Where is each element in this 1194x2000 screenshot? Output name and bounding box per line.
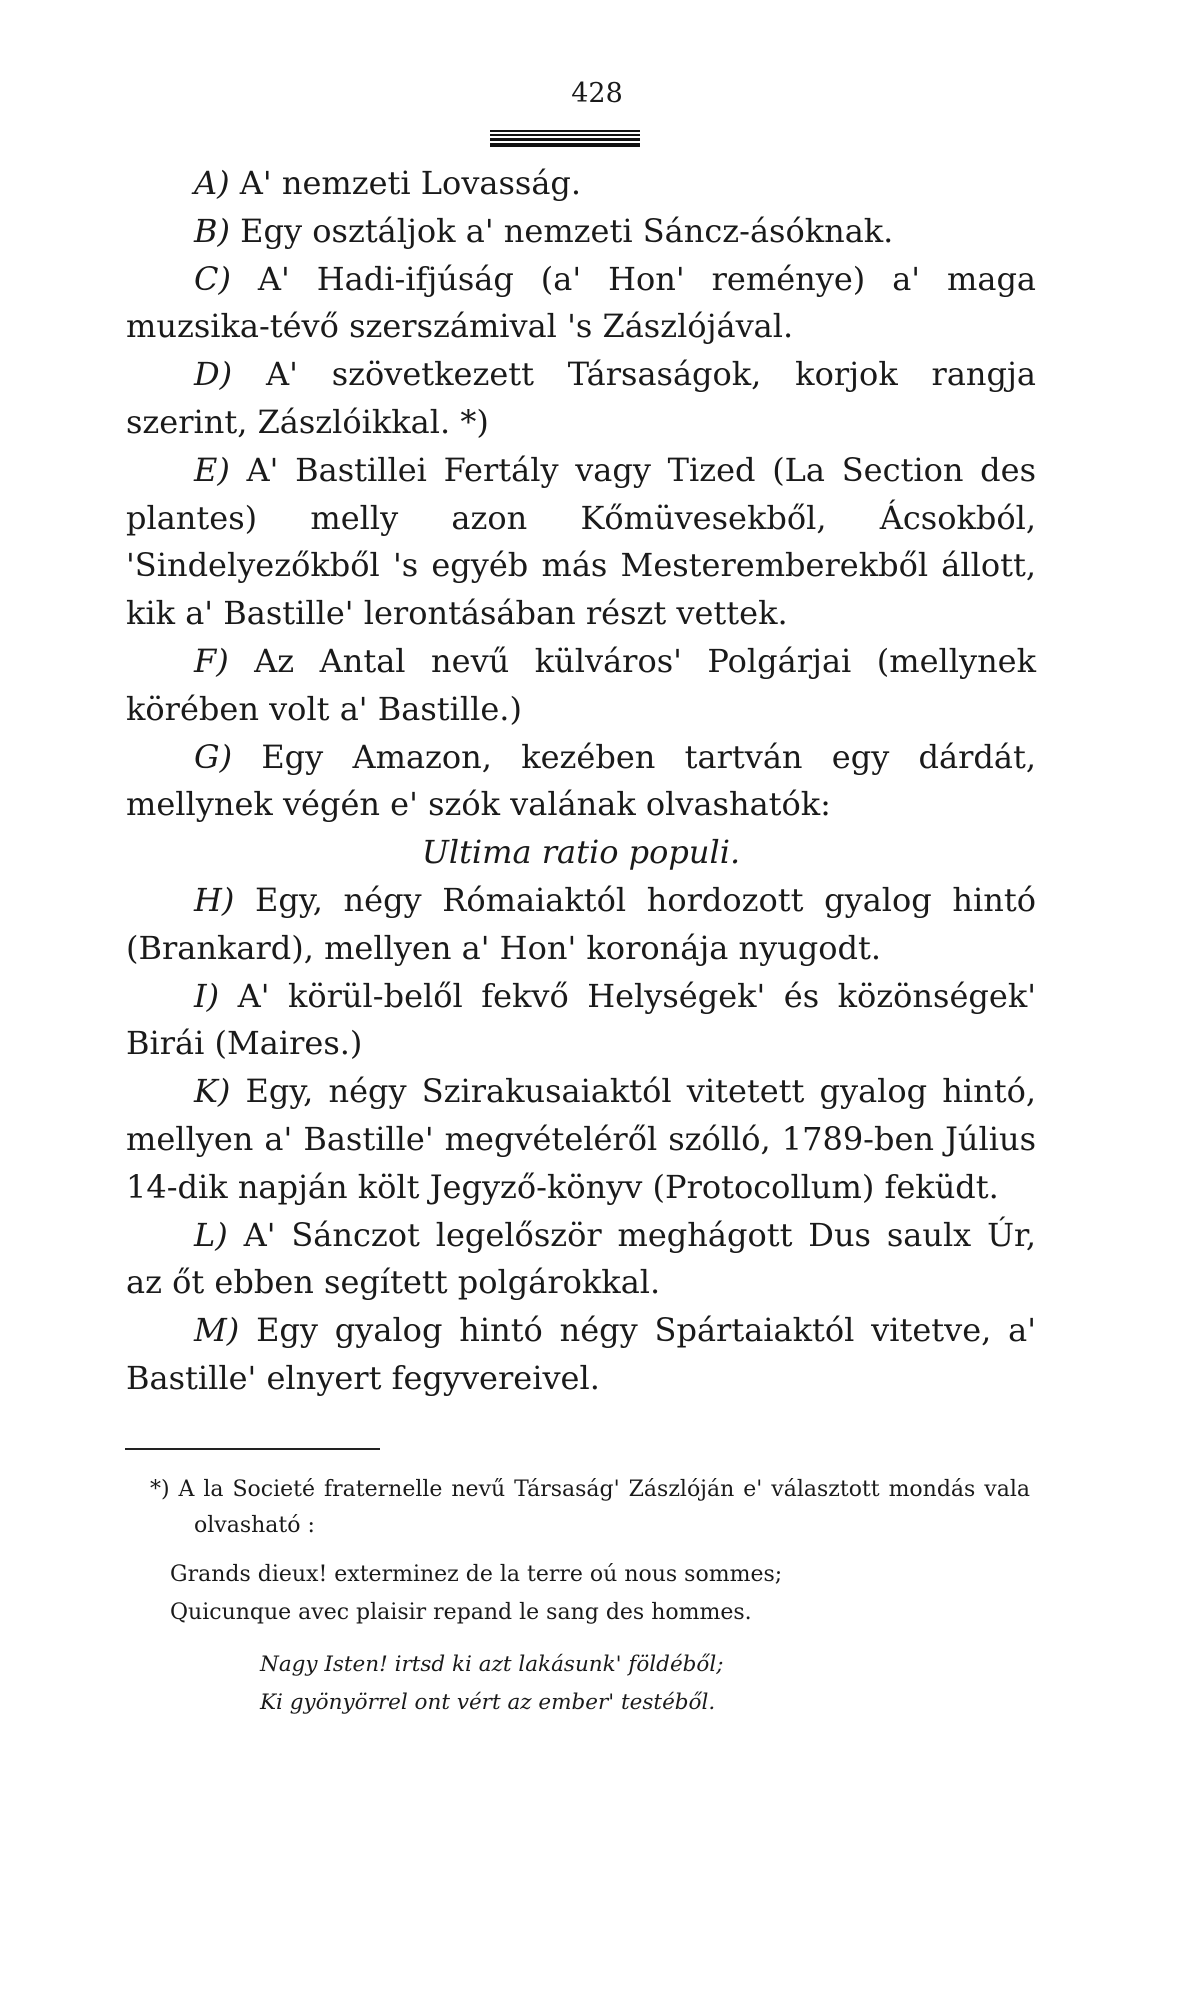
entry-a: A) A' nemzeti Lovasság. xyxy=(194,164,582,202)
entry-k: K) Egy, négy Szirakusaiaktól vitetett gyalog hintó, mellyen a' Bastille' megvételéről szólló, 1789-ben Július 14-dik napján költ Jegyző-könyv (Protocollum) feküdt. xyxy=(126,1072,1036,1206)
entry-f: F) Az Antal nevű külváros' Polgárjai (mellynek körében volt a' Bastille.) xyxy=(126,641,1036,728)
entry-i: I) A' körül-belől fekvő Helységek' és közönségek' Birái (Maires.) xyxy=(126,976,1036,1063)
footnote xyxy=(150,1472,1030,1722)
entry-c: C) A' Hadi-ifjúság (a' Hon' reménye) a' maga muzsika-tévő szerszámival 's Zászlójával. xyxy=(126,259,1036,346)
verse-hungarian xyxy=(150,1646,1030,1722)
motto: Ultima ratio populi. xyxy=(421,833,741,872)
entry-m: M) Egy gyalog hintó négy Spártaiaktól vitetve, a' Bastille' elnyert fegyvereivel. xyxy=(126,1311,1036,1397)
entry-l: L) A' Sánczot legelőször meghágott Dus saulx Úr, az őt ebben segített polgárokkal. xyxy=(126,1215,1036,1302)
footnote-text: *) A la Societé fraternelle nevű Társaság' Zászlóján e' választott mondás vala olvasható : xyxy=(150,1477,1030,1538)
verse-french xyxy=(150,1556,1030,1632)
entry-d: D) A' szövetkezett Társaságok, korjok rangja szerint, Zászlóikkal. *) xyxy=(126,355,1036,441)
main-text xyxy=(126,160,1036,1403)
verse-line: Ki gyönyörrel ont vért az ember' testéből. xyxy=(260,1690,716,1715)
header-rule xyxy=(490,130,640,149)
entry-g: G) Egy Amazon, kezében tartván egy dárdát, mellynek végén e' szók valának olvashatók: xyxy=(126,737,1036,824)
verse-line: Quicunque avec plaisir repand le sang des hommes. xyxy=(170,1600,752,1625)
entry-h: H) Egy, négy Rómaiaktól hordozott gyalog hintó (Brankard), mellyen a' Hon' koronája nyugodt. xyxy=(126,880,1036,967)
verse-line: Grands dieux! exterminez de la terre oú nous sommes; xyxy=(170,1562,783,1587)
footnote-rule xyxy=(125,1448,380,1450)
entry-b: B) Egy osztáljok a' nemzeti Sáncz-ásóknak. xyxy=(194,211,894,250)
entry-e: E) A' Bastillei Fertály vagy Tized (La Section des plantes) melly azon Kőmüvesekből, Ácsokból, 'Sindelyezőkből 's egyéb más Mesteremberekből állott, kik a' Bastille' lerontásában részt vettek. xyxy=(126,450,1036,633)
verse-line: Nagy Isten! irtsd ki azt lakásunk' földéből; xyxy=(260,1652,724,1677)
page-number: 428 xyxy=(571,78,623,109)
